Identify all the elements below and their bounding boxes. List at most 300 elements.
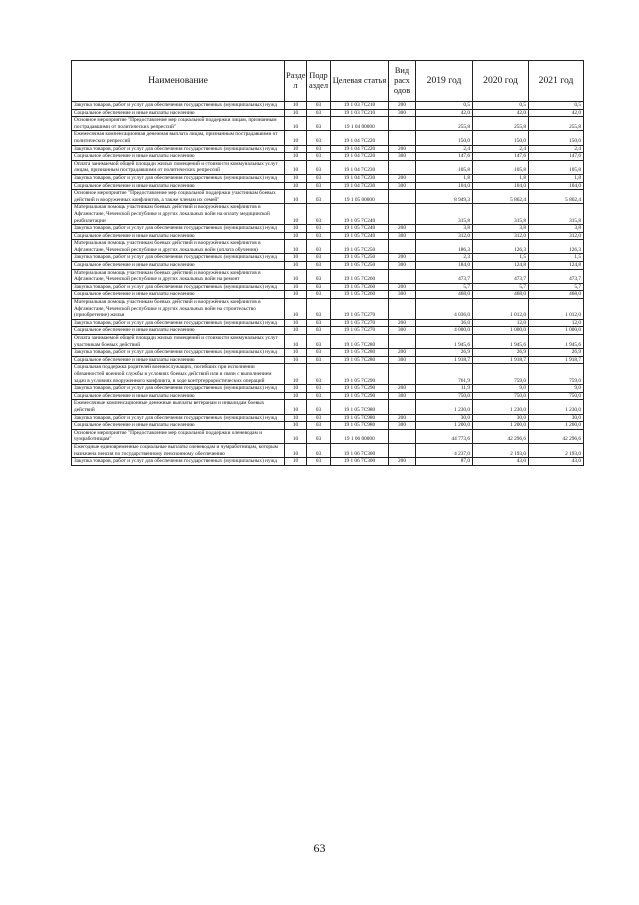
cell-podrazdel: 03 xyxy=(307,232,331,240)
table-row xyxy=(72,190,584,204)
cell-2021: 5,7 xyxy=(529,283,584,291)
cell-target: 19 1 05 7С240 xyxy=(331,204,389,225)
cell-2020: 5,7 xyxy=(473,283,529,291)
cell-2020: 5 862,4 xyxy=(473,190,529,204)
cell-vid: 200 xyxy=(389,145,416,153)
cell-razdel: 10 xyxy=(285,414,307,422)
cell-target: 19 1 06 7С300 xyxy=(331,443,389,457)
cell-2021: 473,7 xyxy=(529,269,584,283)
table-row xyxy=(72,327,584,335)
cell-name: Социальная поддержка родителей военнослужащих, погибших при исполнении обязанностей военной службы в условиях боевых действий или в связи с выполнением задач в условиях вооруженного конфликта, в ходе контртеррористических операций xyxy=(72,364,285,385)
cell-name: Закупка товаров, работ и услуг для обеспечения государственных (муниципальных) нужд xyxy=(72,254,285,262)
table-row xyxy=(72,291,584,299)
cell-vid: 300 xyxy=(389,327,416,335)
cell-vid xyxy=(389,335,416,349)
cell-podrazdel: 03 xyxy=(307,327,331,335)
cell-podrazdel: 03 xyxy=(307,102,331,110)
cell-2019: 42,0 xyxy=(416,109,473,117)
col-header-name: Наименование xyxy=(72,61,285,102)
cell-2021: 312,0 xyxy=(529,232,584,240)
cell-razdel: 10 xyxy=(285,153,307,161)
cell-vid: 300 xyxy=(389,153,416,161)
cell-razdel: 10 xyxy=(285,254,307,262)
cell-2019: 473,7 xyxy=(416,269,473,283)
cell-2019: 8 949,3 xyxy=(416,190,473,204)
cell-vid: 200 xyxy=(389,225,416,233)
cell-podrazdel: 03 xyxy=(307,190,331,204)
table-row xyxy=(72,182,584,190)
cell-name: Закупка товаров, работ и услуг для обеспечения государственных (муниципальных) нужд xyxy=(72,174,285,182)
table-row xyxy=(72,240,584,254)
table-row xyxy=(72,429,584,443)
cell-2021: 42,0 xyxy=(529,109,584,117)
cell-2021: 150,0 xyxy=(529,131,584,145)
cell-vid xyxy=(389,117,416,131)
cell-2019: 26,9 xyxy=(416,349,473,357)
cell-target: 19 1 05 7С240 xyxy=(331,225,389,233)
cell-vid: 200 xyxy=(389,385,416,393)
cell-target: 19 1 05 7С270 xyxy=(331,319,389,327)
col-header-2019: 2019 год xyxy=(416,61,473,102)
cell-target: 19 1 06 00000 xyxy=(331,429,389,443)
table-row xyxy=(72,392,584,400)
cell-2021: 9,0 xyxy=(529,385,584,393)
cell-name: Социальное обеспечение и иные выплаты населению xyxy=(72,422,285,430)
cell-razdel: 10 xyxy=(285,262,307,270)
cell-podrazdel: 03 xyxy=(307,283,331,291)
col-header-razdel: Разде л xyxy=(285,61,307,102)
cell-vid xyxy=(389,269,416,283)
cell-razdel: 10 xyxy=(285,319,307,327)
cell-razdel: 10 xyxy=(285,174,307,182)
cell-razdel: 10 xyxy=(285,385,307,393)
cell-2021: 468,0 xyxy=(529,291,584,299)
cell-name: Оплата занимаемой общей площади жилых помещений и стоимости коммунальных услуг участникам боевых действий xyxy=(72,335,285,349)
cell-2021: 1 918,7 xyxy=(529,356,584,364)
cell-name: Ежемесячная компенсационная денежная выплата лицам, признанным пострадавшими от политических репрессий xyxy=(72,131,285,145)
cell-vid: 200 xyxy=(389,414,416,422)
cell-podrazdel: 03 xyxy=(307,356,331,364)
cell-target: 19 1 05 7С280 xyxy=(331,335,389,349)
cell-vid: 200 xyxy=(389,458,416,466)
cell-target: 19 1 05 7С250 xyxy=(331,240,389,254)
cell-2019: 312,0 xyxy=(416,232,473,240)
cell-2020: 750,0 xyxy=(473,392,529,400)
cell-target: 19 1 05 7С270 xyxy=(331,299,389,320)
cell-razdel: 10 xyxy=(285,422,307,430)
cell-2020: 312,0 xyxy=(473,232,529,240)
cell-target: 19 1 05 7С290 xyxy=(331,385,389,393)
cell-2020: 3,8 xyxy=(473,225,529,233)
cell-podrazdel: 03 xyxy=(307,400,331,414)
cell-target: 19 1 04 7С220 xyxy=(331,153,389,161)
cell-razdel: 10 xyxy=(285,182,307,190)
cell-2020: 105,8 xyxy=(473,160,529,174)
cell-podrazdel: 03 xyxy=(307,269,331,283)
cell-podrazdel: 03 xyxy=(307,160,331,174)
cell-razdel: 10 xyxy=(285,204,307,225)
cell-2020: 30,0 xyxy=(473,414,529,422)
cell-razdel: 10 xyxy=(285,190,307,204)
table-row xyxy=(72,102,584,110)
cell-2019: 3,8 xyxy=(416,225,473,233)
cell-2021: 104,0 xyxy=(529,182,584,190)
cell-razdel: 10 xyxy=(285,349,307,357)
cell-vid: 200 xyxy=(389,254,416,262)
cell-2020: 468,0 xyxy=(473,291,529,299)
cell-razdel: 10 xyxy=(285,291,307,299)
cell-2020: 147,6 xyxy=(473,153,529,161)
cell-target: 19 1 04 7С230 xyxy=(331,174,389,182)
cell-podrazdel: 03 xyxy=(307,254,331,262)
cell-2019: 36,0 xyxy=(416,319,473,327)
budget-table-container xyxy=(71,60,583,466)
cell-2019: 5,7 xyxy=(416,283,473,291)
cell-target: 19 1 04 7С230 xyxy=(331,182,389,190)
cell-name: Социальное обеспечение и иные выплаты населению xyxy=(72,356,285,364)
table-row xyxy=(72,422,584,430)
table-row xyxy=(72,356,584,364)
table-row xyxy=(72,443,584,457)
cell-target: 19 1 06 7С300 xyxy=(331,458,389,466)
cell-target: 19 1 04 00000 xyxy=(331,117,389,131)
col-header-2020: 2020 год xyxy=(473,61,529,102)
cell-2020: 1 918,7 xyxy=(473,356,529,364)
cell-target: 19 1 05 7С980 xyxy=(331,422,389,430)
cell-podrazdel: 03 xyxy=(307,174,331,182)
cell-target: 19 1 05 7С980 xyxy=(331,414,389,422)
cell-2019: 1 918,7 xyxy=(416,356,473,364)
cell-2021: 26,9 xyxy=(529,349,584,357)
cell-target: 19 1 03 7С210 xyxy=(331,102,389,110)
cell-2020: 126,3 xyxy=(473,240,529,254)
cell-2019: 1 230,0 xyxy=(416,400,473,414)
cell-2019: 11,9 xyxy=(416,385,473,393)
cell-podrazdel: 03 xyxy=(307,291,331,299)
cell-2019: 184,0 xyxy=(416,262,473,270)
cell-2020: 1 945,6 xyxy=(473,335,529,349)
page-number: 63 xyxy=(313,841,326,855)
cell-podrazdel: 03 xyxy=(307,422,331,430)
cell-2020: 1 000,0 xyxy=(473,327,529,335)
cell-name: Материальная помощь участникам боевых действий и вооружённых конфликтов в Афганистане, Чеченской республике и других локальных войн на строительство (приобретение) жилья xyxy=(72,299,285,320)
table-row xyxy=(72,145,584,153)
cell-podrazdel: 03 xyxy=(307,349,331,357)
cell-vid xyxy=(389,299,416,320)
cell-2020: 473,7 xyxy=(473,269,529,283)
cell-2021: 315,8 xyxy=(529,204,584,225)
cell-2021: 1 230,0 xyxy=(529,400,584,414)
cell-2021: 147,6 xyxy=(529,153,584,161)
table-row xyxy=(72,131,584,145)
cell-2019: 30,0 xyxy=(416,414,473,422)
cell-2020: 43,0 xyxy=(473,458,529,466)
cell-name: Социальное обеспечение и иные выплаты населению xyxy=(72,109,285,117)
cell-razdel: 10 xyxy=(285,131,307,145)
cell-2020: 2,4 xyxy=(473,145,529,153)
cell-name: Социальное обеспечение и иные выплаты населению xyxy=(72,182,285,190)
cell-razdel: 10 xyxy=(285,102,307,110)
cell-2021: 1,5 xyxy=(529,254,584,262)
cell-2021: 126,3 xyxy=(529,240,584,254)
cell-2020: 0,5 xyxy=(473,102,529,110)
cell-2019: 4 000,0 xyxy=(416,327,473,335)
cell-target: 19 1 05 7С240 xyxy=(331,232,389,240)
cell-podrazdel: 03 xyxy=(307,182,331,190)
cell-name: Основное мероприятие "Предоставление мер социальной поддержки лицам, признанным пострадавшими от политических репрессий" xyxy=(72,117,285,131)
cell-target: 19 1 05 7С260 xyxy=(331,283,389,291)
cell-razdel: 10 xyxy=(285,364,307,385)
cell-2021: 1 200,0 xyxy=(529,422,584,430)
col-header-target: Целевая статья xyxy=(331,61,389,102)
cell-target: 19 1 05 7С980 xyxy=(331,400,389,414)
cell-vid: 200 xyxy=(389,283,416,291)
cell-razdel: 10 xyxy=(285,117,307,131)
cell-2020: 26,9 xyxy=(473,349,529,357)
cell-2019: 1 200,0 xyxy=(416,422,473,430)
cell-razdel: 10 xyxy=(285,225,307,233)
cell-name: Закупка товаров, работ и услуг для обеспечения государственных (муниципальных) нужд xyxy=(72,319,285,327)
table-row xyxy=(72,232,584,240)
cell-name: Закупка товаров, работ и услуг для обеспечения государственных (муниципальных) нужд xyxy=(72,385,285,393)
cell-name: Ежемесячные компенсационные денежные выплаты ветеранам и инвалидам боевых действий xyxy=(72,400,285,414)
cell-2019: 186,3 xyxy=(416,240,473,254)
cell-2021: 12,0 xyxy=(529,319,584,327)
table-row xyxy=(72,385,584,393)
cell-vid: 200 xyxy=(389,102,416,110)
cell-name: Материальная помощь участникам боевых действий и вооружённых конфликтов в Афганистане, Чеченской республике и других локальных войн на оплату медицинской реабилитации xyxy=(72,204,285,225)
cell-2021: 750,0 xyxy=(529,392,584,400)
col-header-podrazdel: Подр аздел xyxy=(307,61,331,102)
cell-razdel: 10 xyxy=(285,443,307,457)
cell-podrazdel: 03 xyxy=(307,225,331,233)
table-row xyxy=(72,335,584,349)
cell-2020: 255,8 xyxy=(473,117,529,131)
cell-2019: 104,0 xyxy=(416,182,473,190)
cell-podrazdel: 03 xyxy=(307,385,331,393)
cell-2021: 1 012,0 xyxy=(529,299,584,320)
cell-2020: 1,5 xyxy=(473,254,529,262)
table-row xyxy=(72,153,584,161)
cell-2020: 1 012,0 xyxy=(473,299,529,320)
cell-2021: 3,8 xyxy=(529,225,584,233)
cell-vid: 300 xyxy=(389,392,416,400)
cell-vid: 300 xyxy=(389,422,416,430)
cell-2020: 42,0 xyxy=(473,109,529,117)
cell-2019: 2,4 xyxy=(416,145,473,153)
cell-name: Закупка товаров, работ и услуг для обеспечения государственных (муниципальных) нужд xyxy=(72,283,285,291)
cell-name: Социальное обеспечение и иные выплаты населению xyxy=(72,392,285,400)
cell-vid: 300 xyxy=(389,262,416,270)
col-header-vid: Вид расх одов xyxy=(389,61,416,102)
cell-podrazdel: 03 xyxy=(307,429,331,443)
table-row xyxy=(72,109,584,117)
cell-vid: 200 xyxy=(389,349,416,357)
cell-name: Материальная помощь участникам боевых действий и вооружённых конфликтов в Афганистане, Чеченской республике и других локальных войн на ремонт xyxy=(72,269,285,283)
cell-vid xyxy=(389,204,416,225)
cell-name: Основное мероприятие "Предоставление мер социальной поддержки участникам боевых действий и вооруженных конфликтов, а также членам их семей" xyxy=(72,190,285,204)
table-row xyxy=(72,174,584,182)
cell-name: Социальное обеспечение и иные выплаты населению xyxy=(72,291,285,299)
budget-table xyxy=(71,60,584,466)
cell-2019: 4 036,0 xyxy=(416,299,473,320)
cell-2020: 759,0 xyxy=(473,364,529,385)
table-row xyxy=(72,364,584,385)
cell-2021: 1 945,6 xyxy=(529,335,584,349)
cell-vid xyxy=(389,131,416,145)
cell-2019: 105,8 xyxy=(416,160,473,174)
cell-razdel: 10 xyxy=(285,269,307,283)
cell-name: Социальное обеспечение и иные выплаты населению xyxy=(72,232,285,240)
cell-2020: 124,8 xyxy=(473,262,529,270)
table-row xyxy=(72,160,584,174)
cell-name: Социальное обеспечение и иные выплаты населению xyxy=(72,153,285,161)
cell-name: Основное мероприятие "Предоставление мер социальной поддержки оленеводам и чумработницам" xyxy=(72,429,285,443)
cell-2019: 750,0 xyxy=(416,392,473,400)
cell-podrazdel: 03 xyxy=(307,319,331,327)
cell-vid xyxy=(389,160,416,174)
cell-name: Закупка товаров, работ и услуг для обеспечения государственных (муниципальных) нужд xyxy=(72,145,285,153)
cell-podrazdel: 03 xyxy=(307,414,331,422)
cell-2021: 30,0 xyxy=(529,414,584,422)
cell-razdel: 10 xyxy=(285,283,307,291)
cell-target: 19 1 03 7С210 xyxy=(331,109,389,117)
table-header-row xyxy=(72,61,584,102)
cell-razdel: 10 xyxy=(285,145,307,153)
cell-2019: 1,8 xyxy=(416,174,473,182)
cell-2021: 0,5 xyxy=(529,102,584,110)
cell-target: 19 1 05 00000 xyxy=(331,190,389,204)
cell-razdel: 10 xyxy=(285,400,307,414)
cell-razdel: 10 xyxy=(285,356,307,364)
cell-2021: 255,8 xyxy=(529,117,584,131)
cell-name: Закупка товаров, работ и услуг для обеспечения государственных (муниципальных) нужд xyxy=(72,349,285,357)
cell-2020: 1,8 xyxy=(473,174,529,182)
cell-razdel: 10 xyxy=(285,299,307,320)
cell-2019: 4 237,0 xyxy=(416,443,473,457)
cell-name: Социальное обеспечение и иные выплаты населению xyxy=(72,262,285,270)
cell-vid: 300 xyxy=(389,356,416,364)
table-row xyxy=(72,117,584,131)
cell-name: Социальное обеспечение и иные выплаты населению xyxy=(72,327,285,335)
cell-razdel: 10 xyxy=(285,392,307,400)
table-row xyxy=(72,400,584,414)
cell-2019: 147,6 xyxy=(416,153,473,161)
cell-2021: 759,0 xyxy=(529,364,584,385)
cell-2021: 43,0 xyxy=(529,458,584,466)
cell-2021: 2,4 xyxy=(529,145,584,153)
cell-2021: 2 193,0 xyxy=(529,443,584,457)
cell-name: Закупка товаров, работ и услуг для обеспечения государственных (муниципальных) нужд xyxy=(72,458,285,466)
cell-2019: 2,3 xyxy=(416,254,473,262)
cell-vid: 300 xyxy=(389,109,416,117)
cell-vid xyxy=(389,429,416,443)
cell-2021: 1,8 xyxy=(529,174,584,182)
cell-target: 19 1 04 7С220 xyxy=(331,131,389,145)
cell-vid xyxy=(389,443,416,457)
cell-razdel: 10 xyxy=(285,429,307,443)
cell-podrazdel: 03 xyxy=(307,458,331,466)
table-row xyxy=(72,319,584,327)
cell-razdel: 10 xyxy=(285,327,307,335)
cell-target: 19 1 05 7С280 xyxy=(331,349,389,357)
cell-2019: 255,8 xyxy=(416,117,473,131)
table-row xyxy=(72,458,584,466)
cell-podrazdel: 03 xyxy=(307,443,331,457)
cell-podrazdel: 03 xyxy=(307,153,331,161)
cell-podrazdel: 03 xyxy=(307,299,331,320)
cell-2020: 315,8 xyxy=(473,204,529,225)
cell-podrazdel: 03 xyxy=(307,240,331,254)
cell-target: 19 1 05 7С290 xyxy=(331,364,389,385)
cell-2019: 0,5 xyxy=(416,102,473,110)
cell-name: Закупка товаров, работ и услуг для обеспечения государственных (муниципальных) нужд xyxy=(72,414,285,422)
cell-2020: 150,0 xyxy=(473,131,529,145)
cell-podrazdel: 03 xyxy=(307,335,331,349)
cell-name: Закупка товаров, работ и услуг для обеспечения государственных (муниципальных) нужд xyxy=(72,102,285,110)
cell-2019: 150,0 xyxy=(416,131,473,145)
table-row xyxy=(72,299,584,320)
cell-vid: 300 xyxy=(389,291,416,299)
cell-2021: 1 000,0 xyxy=(529,327,584,335)
table-row xyxy=(72,283,584,291)
cell-2020: 2 193,0 xyxy=(473,443,529,457)
table-row xyxy=(72,262,584,270)
cell-2019: 44 773,6 xyxy=(416,429,473,443)
cell-target: 19 1 05 7С250 xyxy=(331,262,389,270)
col-header-2021: 2021 год xyxy=(529,61,584,102)
cell-name: Закупка товаров, работ и услуг для обеспечения государственных (муниципальных) нужд xyxy=(72,225,285,233)
cell-2020: 1 200,0 xyxy=(473,422,529,430)
cell-target: 19 1 05 7С280 xyxy=(331,356,389,364)
cell-vid: 200 xyxy=(389,319,416,327)
table-row xyxy=(72,269,584,283)
cell-2020: 1 230,0 xyxy=(473,400,529,414)
cell-target: 19 1 05 7С250 xyxy=(331,254,389,262)
cell-2019: 468,0 xyxy=(416,291,473,299)
cell-vid xyxy=(389,400,416,414)
cell-2021: 5 862,4 xyxy=(529,190,584,204)
cell-2020: 12,0 xyxy=(473,319,529,327)
cell-podrazdel: 03 xyxy=(307,145,331,153)
cell-razdel: 10 xyxy=(285,232,307,240)
cell-razdel: 10 xyxy=(285,240,307,254)
cell-razdel: 10 xyxy=(285,335,307,349)
cell-target: 19 1 04 7С220 xyxy=(331,145,389,153)
cell-podrazdel: 03 xyxy=(307,204,331,225)
table-row xyxy=(72,254,584,262)
cell-2019: 761,9 xyxy=(416,364,473,385)
table-row xyxy=(72,204,584,225)
cell-razdel: 10 xyxy=(285,109,307,117)
cell-podrazdel: 03 xyxy=(307,117,331,131)
cell-target: 19 1 04 7С230 xyxy=(331,160,389,174)
cell-vid: 300 xyxy=(389,182,416,190)
cell-podrazdel: 03 xyxy=(307,131,331,145)
cell-vid: 300 xyxy=(389,232,416,240)
cell-2019: 87,0 xyxy=(416,458,473,466)
cell-vid xyxy=(389,190,416,204)
cell-podrazdel: 03 xyxy=(307,364,331,385)
cell-name: Оплата занимаемой общей площади жилых помещений и стоимости коммунальных услуг лицам, признанным пострадавшими от политических репрессий xyxy=(72,160,285,174)
cell-name: Ежегодные единовременные социальные выплаты оленеводам и чумработницам, которым назначена пенсия по государственному пенсионному обеспечению xyxy=(72,443,285,457)
cell-2019: 1 945,6 xyxy=(416,335,473,349)
cell-target: 19 1 05 7С260 xyxy=(331,269,389,283)
cell-vid: 200 xyxy=(389,174,416,182)
table-row xyxy=(72,414,584,422)
cell-razdel: 10 xyxy=(285,160,307,174)
cell-podrazdel: 03 xyxy=(307,109,331,117)
